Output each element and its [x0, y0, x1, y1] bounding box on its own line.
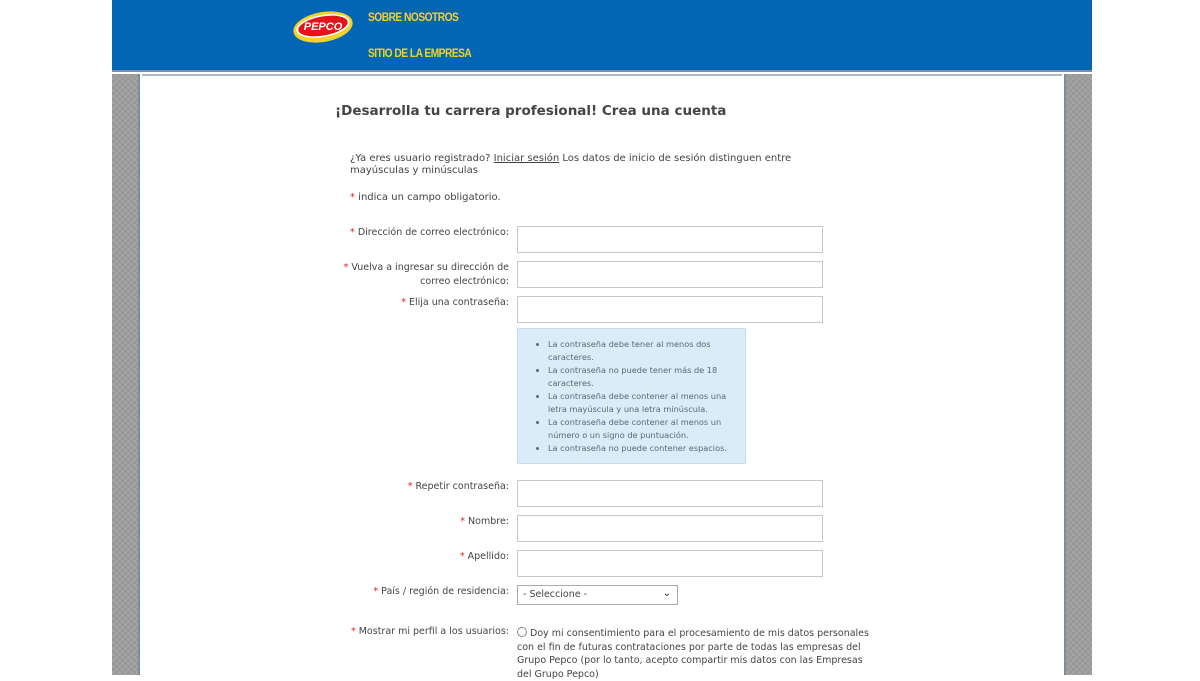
password-rule: • La contraseña no puede tener más de 18 caracteres.: [548, 364, 737, 390]
email-field[interactable]: [517, 226, 823, 253]
password-rules-list: [534, 338, 737, 455]
page-title: ¡Desarrolla tu carrera profesional! Crea una cuenta: [335, 103, 727, 119]
nav-company-site[interactable]: SITIO DE LA EMPRESA: [368, 46, 472, 60]
last-name-label: [319, 550, 509, 564]
country-label: [319, 585, 509, 599]
consent-radio[interactable]: [517, 627, 527, 637]
confirm-email-field[interactable]: [517, 261, 823, 288]
password-label: [319, 296, 509, 310]
site-header: [112, 0, 1092, 72]
page: [112, 0, 1092, 680]
password-rule: • La contraseña no puede contener espacios.: [548, 442, 737, 455]
required-note: [350, 192, 501, 203]
required-star: *: [401, 297, 406, 308]
required-star: *: [373, 586, 379, 597]
country-select[interactable]: [517, 585, 678, 605]
nav-about-us[interactable]: SOBRE NOSOTROS: [368, 10, 459, 24]
first-name-field[interactable]: [517, 515, 823, 542]
label-text: Nombre:: [468, 516, 509, 527]
password-field[interactable]: [517, 296, 823, 323]
required-star: *: [459, 551, 465, 562]
required-star: *: [343, 262, 349, 273]
label-text: País / región de residencia:: [381, 586, 509, 597]
label-text: Vuelva a ingresar su dirección de correo electrónico:: [351, 262, 509, 287]
label-text: Apellido:: [467, 551, 509, 562]
login-intro: [350, 153, 830, 177]
consent-option: [517, 627, 869, 681]
required-star: *: [350, 227, 355, 238]
country-selected-value: - Seleccione -: [523, 589, 588, 600]
intro-suffix: Los datos de inicio de sesión distinguen entre mayúsculas y minúsculas: [350, 153, 792, 176]
consent-text: Doy mi consentimiento para el procesamiento de mis datos personales con el fin de futuras contrataciones por parte de todas las empresas del Grupo Pepco (por lo tanto, acepto compartir mis datos con las Empresas del Grupo Pepco): [517, 628, 869, 680]
required-note-text: indica un campo obligatorio.: [355, 192, 501, 203]
last-name-field[interactable]: [517, 550, 823, 577]
required-star: *: [350, 192, 355, 203]
label-text: Elija una contraseña:: [409, 297, 509, 308]
password-rule: • La contraseña debe tener al menos dos caracteres.: [548, 338, 737, 364]
required-star: *: [350, 626, 356, 637]
chevron-down-icon: ⌄: [662, 588, 671, 599]
intro-prefix: ¿Ya eres usuario registrado?: [350, 153, 491, 164]
label-text: Mostrar mi perfil a los usuarios:: [358, 626, 509, 637]
required-star: *: [460, 516, 466, 527]
password-rule: • La contraseña debe contener al menos una letra mayúscula y una letra minúscula.: [548, 390, 737, 416]
repeat-password-label: [319, 480, 509, 494]
registration-form: [142, 74, 1062, 680]
left-border: [112, 74, 140, 675]
password-rules-box: [517, 328, 746, 464]
repeat-password-field[interactable]: [517, 480, 823, 507]
password-rule: • La contraseña debe contener al menos un número o un signo de puntuación.: [548, 416, 737, 442]
pepco-logo[interactable]: [292, 10, 354, 44]
first-name-label: [319, 515, 509, 529]
svg-text:PEPCO: PEPCO: [303, 21, 343, 33]
right-border: [1064, 74, 1092, 675]
required-star: *: [407, 481, 413, 492]
label-text: Dirección de correo electrónico:: [357, 227, 509, 238]
show-profile-label: [319, 625, 509, 639]
login-link[interactable]: Iniciar sesión: [493, 153, 560, 164]
confirm-email-label: [339, 261, 509, 289]
email-label: [319, 226, 509, 240]
label-text: Repetir contraseña:: [415, 481, 509, 492]
